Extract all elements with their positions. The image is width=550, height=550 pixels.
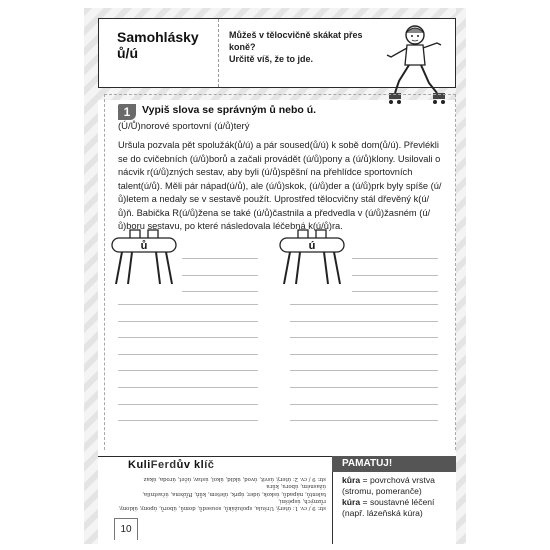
horse-right-label: ú (308, 240, 316, 252)
key-title-part-5: íč (204, 459, 215, 471)
remember-entry-2 (342, 497, 456, 519)
answer-line[interactable] (182, 291, 258, 292)
left-stripe-band (84, 8, 98, 544)
remember-entry-1 (342, 475, 456, 497)
answer-line[interactable] (118, 404, 258, 405)
page-number: 10 (114, 518, 138, 540)
answer-line[interactable] (352, 275, 438, 276)
task-subline: (Ú/Ů)norové sportovní (ú/ů)terý (118, 121, 250, 132)
answer-line[interactable] (118, 370, 258, 371)
answer-key-line-3: str. 9 / cv. 2: úterý, úsvit, úvod, úklid, úkol, ústav, účet, úroda, úkaz (143, 476, 326, 483)
task-instruction: Vypiš slova se správným ů nebo ú. (142, 104, 317, 116)
remember-text (342, 475, 456, 519)
answer-lines-left-upper (182, 258, 258, 308)
answer-lines-right-lower (290, 304, 438, 437)
key-title (128, 459, 214, 471)
answer-line[interactable] (290, 304, 438, 305)
title-line-1: Samohlásky (117, 29, 199, 45)
task-paragraph: Uršula pozvala pět spolužák(ů/ú) a pár soused(ů/ú) k sobě dom(ů/ú). Převlékli se do cvičebních (ú/ů)borů a začali provádět (ú/ů)pony a (ú/ů)klony. Usilovali o nácvik r(ú/ů)zných sestav, aby byli (ú/ů)spěšní na přehlídce sportovních talent(ú/ů). Měli pár nápad(ú/ů), ale (ú/ů)skok, (ú/ů)der a (ú/ů)prk byly spíše (ú/ů)letem a nedaly se v sestavě použít. Uprostřed tělocvičny stál dřevěný k(ú/ů)ň. Babička R(ú/ů)žena se také (ú/ů)častnila a předvedla v (ú/ů)žasném (ú/ů)boru sestavu, po které následovala léčebná k(ú/ů)ra. (118, 140, 442, 231)
answer-line[interactable] (118, 337, 258, 338)
intro-text (229, 29, 369, 65)
key-title-part-3: ův (176, 459, 191, 471)
answer-line[interactable] (118, 354, 258, 355)
answer-line[interactable] (290, 370, 438, 371)
key-title-part-2: Ferd (150, 459, 177, 471)
key-title-part-1: Kuli (128, 459, 151, 471)
answer-line[interactable] (182, 258, 258, 259)
answer-line[interactable] (290, 354, 438, 355)
pommel-horse-right-icon (276, 226, 348, 288)
title-line-2: ů/ú (117, 45, 138, 61)
answer-lines-right-upper (352, 258, 438, 308)
remember-def-2: = soustavné léčení (např. lázeňská kúra) (342, 497, 435, 518)
answer-line[interactable] (290, 337, 438, 338)
right-stripe-band (456, 8, 466, 544)
answer-line[interactable] (118, 420, 258, 421)
answer-line[interactable] (182, 275, 258, 276)
key-title-part-4: kl (190, 459, 205, 471)
answer-line[interactable] (290, 387, 438, 388)
intro-line-1: Můžeš v tělocvičně skákat přes koně? (229, 30, 363, 52)
answer-line[interactable] (290, 420, 438, 421)
answer-line[interactable] (290, 321, 438, 322)
remember-term-1: kůra (342, 475, 361, 485)
answer-line[interactable] (118, 304, 258, 305)
pommel-horse-left-icon (108, 226, 180, 288)
answer-line[interactable] (290, 404, 438, 405)
task-number-badge: 1 (118, 104, 136, 120)
answer-line[interactable] (352, 258, 438, 259)
title-cell (99, 19, 219, 87)
answer-key-line-1: str. 9 / cv. 1: úterý, Uršula, spolužáků, sousedů, domů, úborů, úpony, úklony, různých, úspěšní, (118, 497, 326, 512)
answer-line[interactable] (352, 291, 438, 292)
answer-lines-left-lower (118, 304, 258, 437)
answer-line[interactable] (118, 321, 258, 322)
answer-line[interactable] (118, 387, 258, 388)
remember-heading: PAMATUJ! (332, 456, 456, 472)
answer-key-line-2: talentů, nápadů, úskok, úder, úprk, úletem, kůň, Růžena, účastnila, úžasném, úboru, kůra (142, 483, 326, 497)
horse-left-label: ů (140, 240, 148, 252)
header-box (98, 18, 456, 88)
intro-line-2: Určitě víš, že to jde. (229, 54, 314, 64)
remember-def-1: = povrchová vrstva (stromu, pomeranče) (342, 475, 435, 496)
remember-term-2: kúra (342, 497, 361, 507)
answer-key-upside-down (116, 475, 326, 511)
